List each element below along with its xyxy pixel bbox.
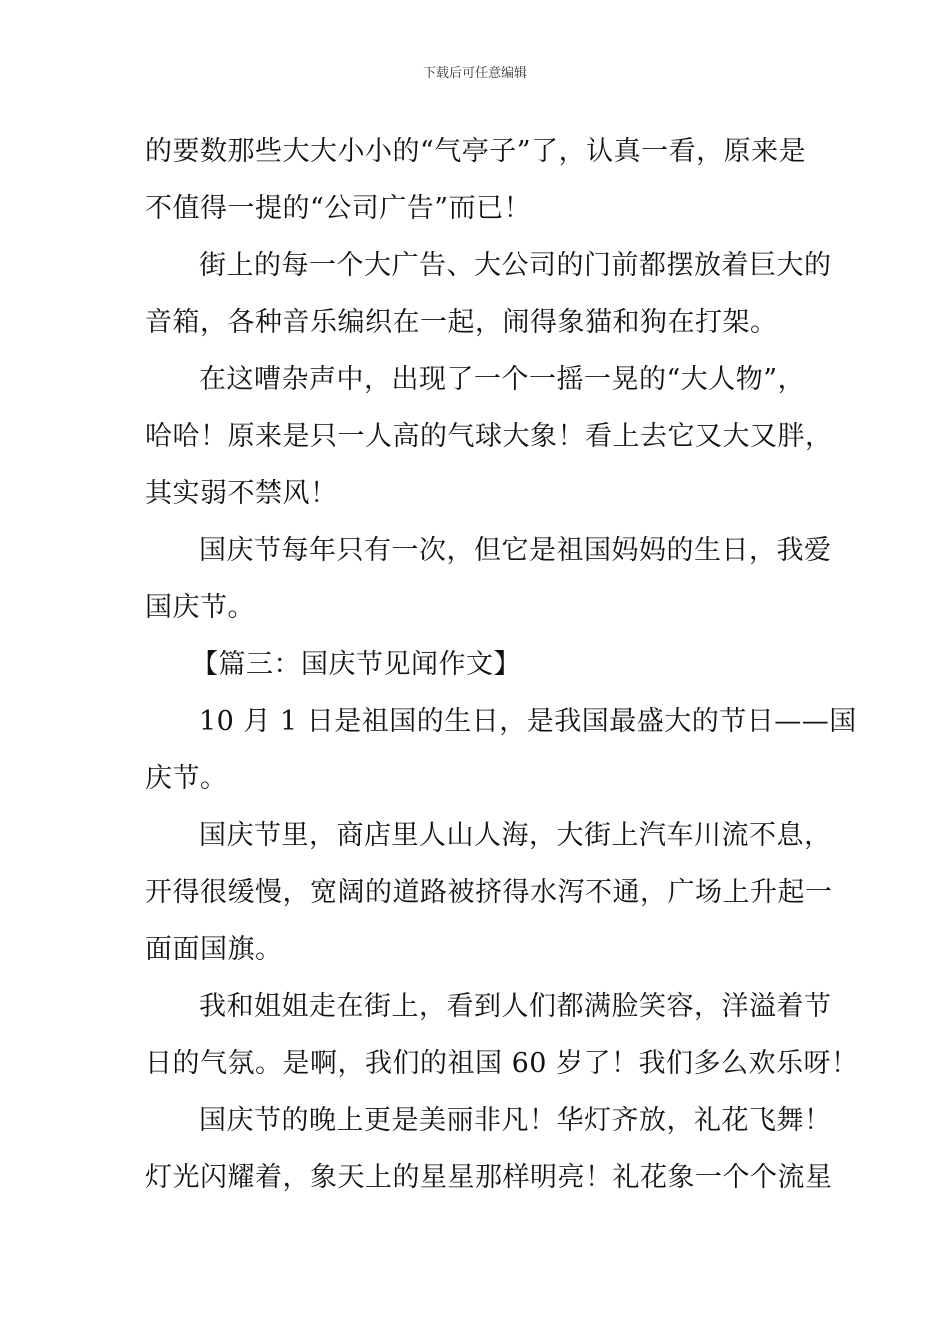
text-line: 国庆节里，商店里人山人海，大街上汽车川流不息， (199, 820, 832, 851)
text-line: 日的气氛。是啊，我们的祖国 60 岁了！我们多么欢乐呀！ (145, 1048, 859, 1079)
text-line: 音箱，各种音乐编织在一起，闹得象猫和狗在打架。 (145, 307, 778, 338)
text-line: 其实弱不禁风！ (145, 478, 338, 509)
section-heading (145, 636, 807, 693)
text-line: 开得很缓慢，宽阔的道路被挤得水泻不通，广场上升起一 (145, 877, 833, 908)
paragraph (145, 1092, 833, 1206)
document-body (145, 123, 859, 1206)
text-line: 国庆节的晚上更是美丽非凡！华灯齐放，礼花飞舞！ (199, 1105, 832, 1136)
paragraph (145, 351, 833, 522)
text-line: 10 月 1 日是祖国的生日，是我国最盛大的节日——国 (199, 706, 857, 737)
text-line: 庆节。 (145, 763, 228, 794)
paragraph (145, 978, 859, 1092)
text-line: 我和姐姐走在街上，看到人们都满脸笑容，洋溢着节 (199, 991, 832, 1022)
text-line: 面面国旗。 (145, 934, 283, 965)
text-line: 在这嘈杂声中，出现了一个一摇一晃的“大人物”， (199, 364, 806, 395)
text-line: 不值得一提的“公司广告”而已！ (145, 193, 532, 224)
paragraph (145, 693, 857, 807)
heading-text: 【篇三：国庆节见闻作文】 (191, 649, 521, 680)
text-line: 国庆节。 (145, 592, 255, 623)
text-line: 哈哈！原来是只一人高的气球大象！看上去它又大又胖， (145, 421, 833, 452)
paragraph (145, 237, 832, 351)
paragraph (145, 807, 833, 978)
text-line: 街上的每一个大广告、大公司的门前都摆放着巨大的 (199, 250, 832, 281)
text-line: 灯光闪耀着，象天上的星星那样明亮！礼花象一个个流星 (145, 1162, 833, 1193)
paragraph (145, 522, 832, 636)
text-line: 国庆节每年只有一次，但它是祖国妈妈的生日，我爱 (199, 535, 832, 566)
paragraph (145, 123, 807, 237)
text-line: 的要数那些大大小小的“气亭子”了，认真一看，原来是 (145, 136, 807, 167)
page-header: 下载后可任意编辑 (422, 66, 527, 81)
